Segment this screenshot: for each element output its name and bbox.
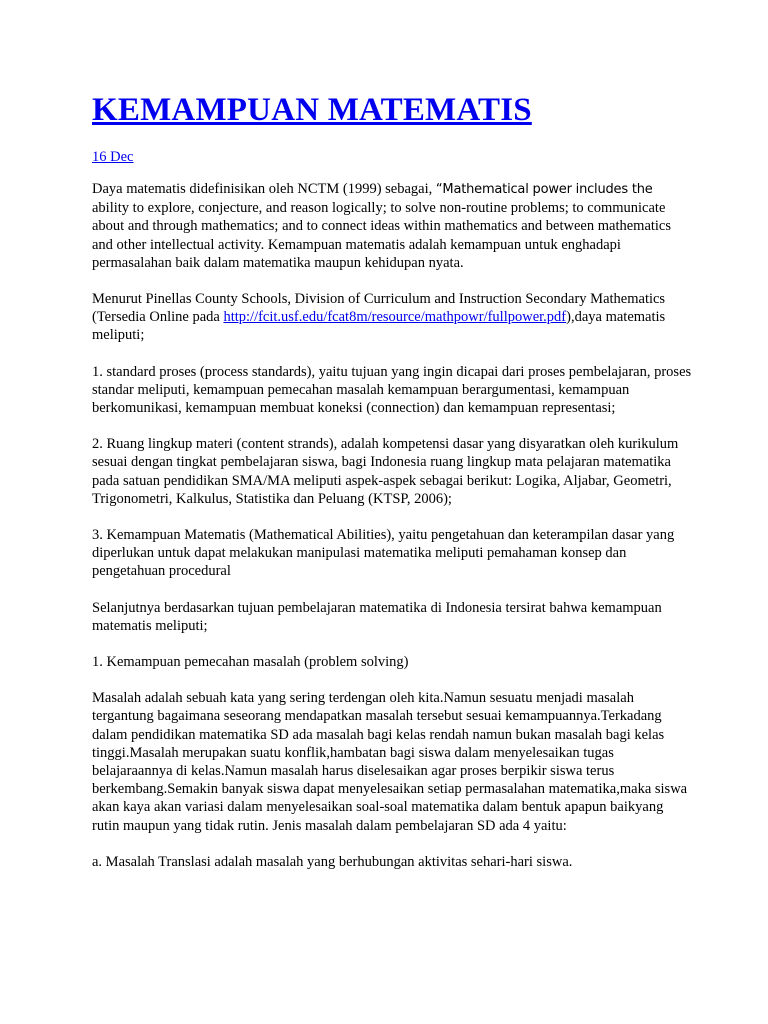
paragraph-content-strands: 2. Ruang lingkup materi (content strands), adalah kompetensi dasar yang disyaratkan oleh kurikulum sesuai dengan tingkat pembelajaran siswa, bagi Indonesia ruang lingkup mata pelajaran matematika pada satuan pendidikan SMA/MA meliputi aspek-aspek sebagai berikut: Logika, Aljabar, Geometri, Trigonometri, Kalkulus, Statistika dan Peluang (KTSP, 2006); bbox=[92, 436, 679, 507]
paragraph-definition-rest: ability to explore, conjecture, and reason logically; to solve non-routine problems; to communicate about and through mathematics; and to connect ideas within mathematics and between mathematics and other intellectual activity. Kemampuan matematis adalah kemampuan untuk enghadapi permasalahan baik dalam matematika maupun kehidupan nyata. bbox=[92, 200, 672, 271]
paragraph-source bbox=[92, 290, 692, 345]
paragraph-source-lead: Menurut Pinellas County Schools, Division of Curriculum and Instruction Secondary Mathematics (Tersedia Online pada bbox=[92, 291, 666, 326]
paragraph-indonesia-goals: Selanjutnya berdasarkan tujuan pembelajaran matematika di Indonesia tersirat bahwa kemampuan matematis meliputi; bbox=[92, 599, 662, 634]
paragraph-problem-solving-heading: 1. Kemampuan pemecahan masalah (problem solving) bbox=[92, 654, 409, 671]
paragraph-definition bbox=[92, 180, 692, 272]
post-date-link[interactable]: 16 Dec bbox=[92, 149, 134, 165]
paragraph-translation-problem: a. Masalah Translasi adalah masalah yang berhubungan aktivitas sehari-hari siswa. bbox=[92, 853, 573, 870]
document-page bbox=[92, 88, 692, 871]
paragraph-problem-definition: Masalah adalah sebuah kata yang sering terdengan oleh kita.Namun sesuatu menjadi masalah tergantung bagaimana seseorang mendapatkan masalah tersebut sesuai kemampuannya.Terkadang dalam pendidikan matematika SD ada masalah bagi kelas rendah namun bukan masalah bagi kelas tinggi.Masalah merupakan suatu konflik,hambatan bagi siswa dalam menyelesaikan tugas belajaraannya di kelas.Namun masalah harus diselesaikan agar proses berpikir siswa terus berkembang.Semakin banyak siswa dapat menyelesaikan setiap permasalahan matematika,maka siswa akan kaya akan variasi dalam menyelesaikan soal-soal matematika dalam bentuk apapun baikyang rutin maupun yang tidak rutin. Jenis masalah dalam pembelajaran SD ada 4 yaitu: bbox=[92, 690, 688, 834]
paragraph-definition-lead: Daya matematis didefinisikan oleh NCTM (1999) sebagai, bbox=[92, 181, 436, 197]
source-pdf-link[interactable]: http://fcit.usf.edu/fcat8m/resource/mathpowr/fullpower.pdf bbox=[223, 309, 567, 326]
page-title[interactable]: KEMAMPUAN MATEMATIS bbox=[92, 92, 532, 128]
paragraph-definition-quote: “Mathematical power includes the bbox=[435, 182, 653, 197]
paragraph-source-tail: ),daya matematis meliputi; bbox=[92, 309, 666, 344]
article-body bbox=[92, 180, 692, 871]
paragraph-mathematical-abilities: 3. Kemampuan Matematis (Mathematical Abilities), yaitu pengetahuan dan keterampilan dasar yang diperlukan untuk dapat melakukan manipulasi matematika meliputi pemahaman konsep dan pengetahuan procedural bbox=[92, 527, 675, 580]
paragraph-process-standards: 1. standard proses (process standards), yaitu tujuan yang ingin dicapai dari proses pembelajaran, proses standar meliputi, kemampuan pemecahan masalah kemampuan berargumentasi, kemampuan berkomunikasi, kemampuan membuat koneksi (connection) dan kemampuan representasi; bbox=[92, 363, 692, 417]
